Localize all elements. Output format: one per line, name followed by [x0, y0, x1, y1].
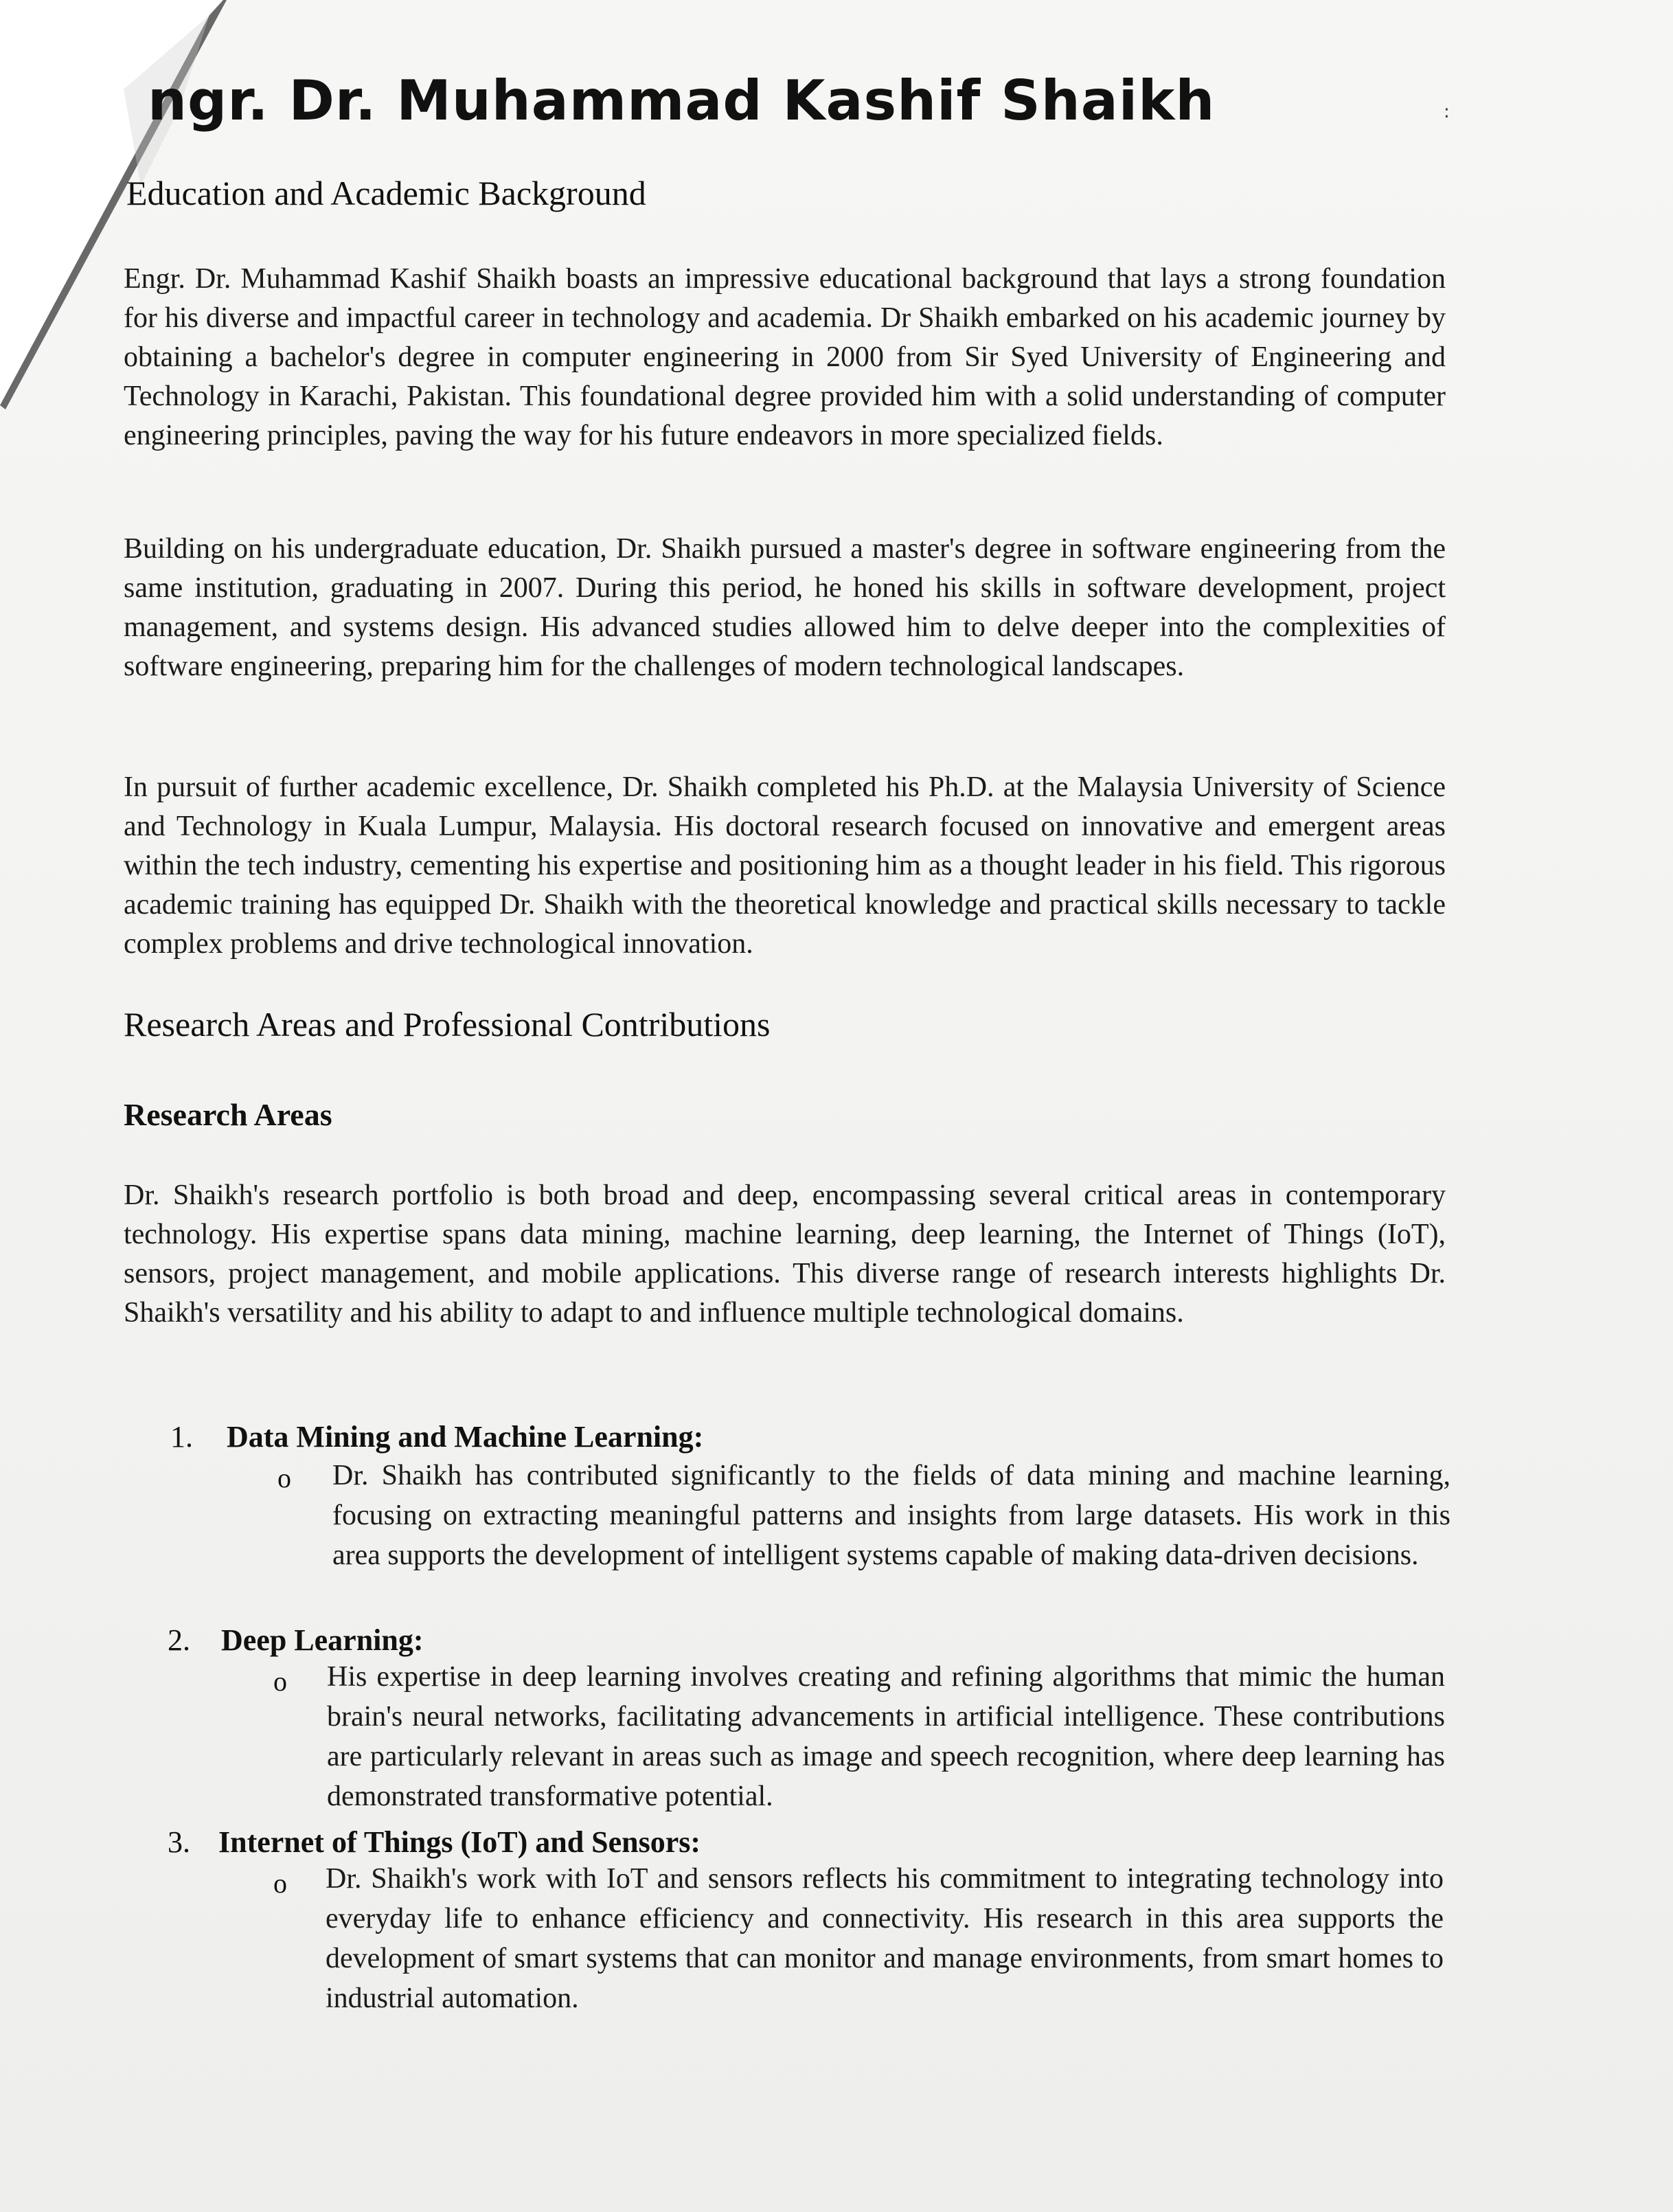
list-item-text: Dr. Shaikh's work with IoT and sensors reflects his commitment to integrating technology into everyday life to enhance efficiency and connectivity. His research in this area supports the development of smart systems that can monitor and manage environments, from smart homes to industrial automation. — [326, 1863, 1444, 2014]
education-paragraph-3: In pursuit of further academic excellence, Dr. Shaikh completed his Ph.D. at the Malaysia University of Science and Technology in Kuala Lumpur, Malaysia. His doctoral research focused on innovative and emergent areas within the tech industry, cementing his expertise and positioning him as a thought leader in his field. This rigorous academic training has equipped Dr. Shaikh with the theoretical knowledge and practical skills necessary to tackle complex problems and drive technological innovation. — [124, 771, 1446, 960]
list-item-title: Internet of Things (IoT) and Sensors: — [218, 1825, 701, 1859]
list-item-title: Data Mining and Machine Learning: — [227, 1420, 704, 1454]
list-item-title: Deep Learning: — [221, 1623, 424, 1657]
section-heading-research: Research Areas and Professional Contributions — [124, 1005, 771, 1043]
research-paragraph: Dr. Shaikh's research portfolio is both broad and deep, encompassing several critical areas in contemporary technology. His expertise spans data mining, machine learning, deep learning, the Internet of Things (IoT), sensors, project management, and mobile applications. This diverse range of research interests highlights Dr. Shaikh's versatility and his ability to adapt to and influence multiple technological domains. — [124, 1180, 1446, 1329]
bullet-marker: o — [273, 1868, 287, 1899]
education-paragraph-2: Building on his undergraduate education, Dr. Shaikh pursued a master's degree in software engineering from the same institution, graduating in 2007. During this period, he honed his skills in software development, project management, and systems design. His advanced studies allowed him to delve deeper into the complexities of software engineering, preparing him for the challenges of modern technological landscapes. — [124, 533, 1446, 682]
list-item-text: His expertise in deep learning involves creating and refining algorithms that mimic the human brain's neural networks, facilitating advancements in artificial intelligence. These contributions are particularly relevant in areas such as image and speech recognition, where deep learning has demonstrated transformative potential. — [327, 1661, 1445, 1812]
bullet-marker: o — [277, 1463, 291, 1493]
section-heading-education: Education and Academic Background — [126, 174, 646, 212]
list-item-number: 3. — [168, 1825, 190, 1859]
list-item-number: 1. — [170, 1420, 193, 1454]
bullet-marker: o — [273, 1666, 287, 1697]
scan-mark: : — [1444, 102, 1450, 122]
page-title: ngr. Dr. Muhammad Kashif Shaikh — [148, 69, 1216, 133]
list-item-number: 2. — [168, 1623, 190, 1657]
subheading-research-areas: Research Areas — [124, 1097, 332, 1132]
list-item-text: Dr. Shaikh has contributed significantly to the fields of data mining and machine learning, focusing on extracting meaningful patterns and insights from large datasets. His work in this area supports the development of intelligent systems capable of making data-driven decisions. — [332, 1460, 1450, 1571]
education-paragraph-1: Engr. Dr. Muhammad Kashif Shaikh boasts an impressive educational background that lays a strong foundation for his diverse and impactful career in technology and academia. Dr Shaikh embarked on his academic journey by obtaining a bachelor's degree in computer engineering in 2000 from Sir Syed University of Engineering and Technology in Karachi, Pakistan. This foundational degree provided him with a solid understanding of computer engineering principles, paving the way for his future endeavors in more specialized fields. — [124, 263, 1446, 451]
